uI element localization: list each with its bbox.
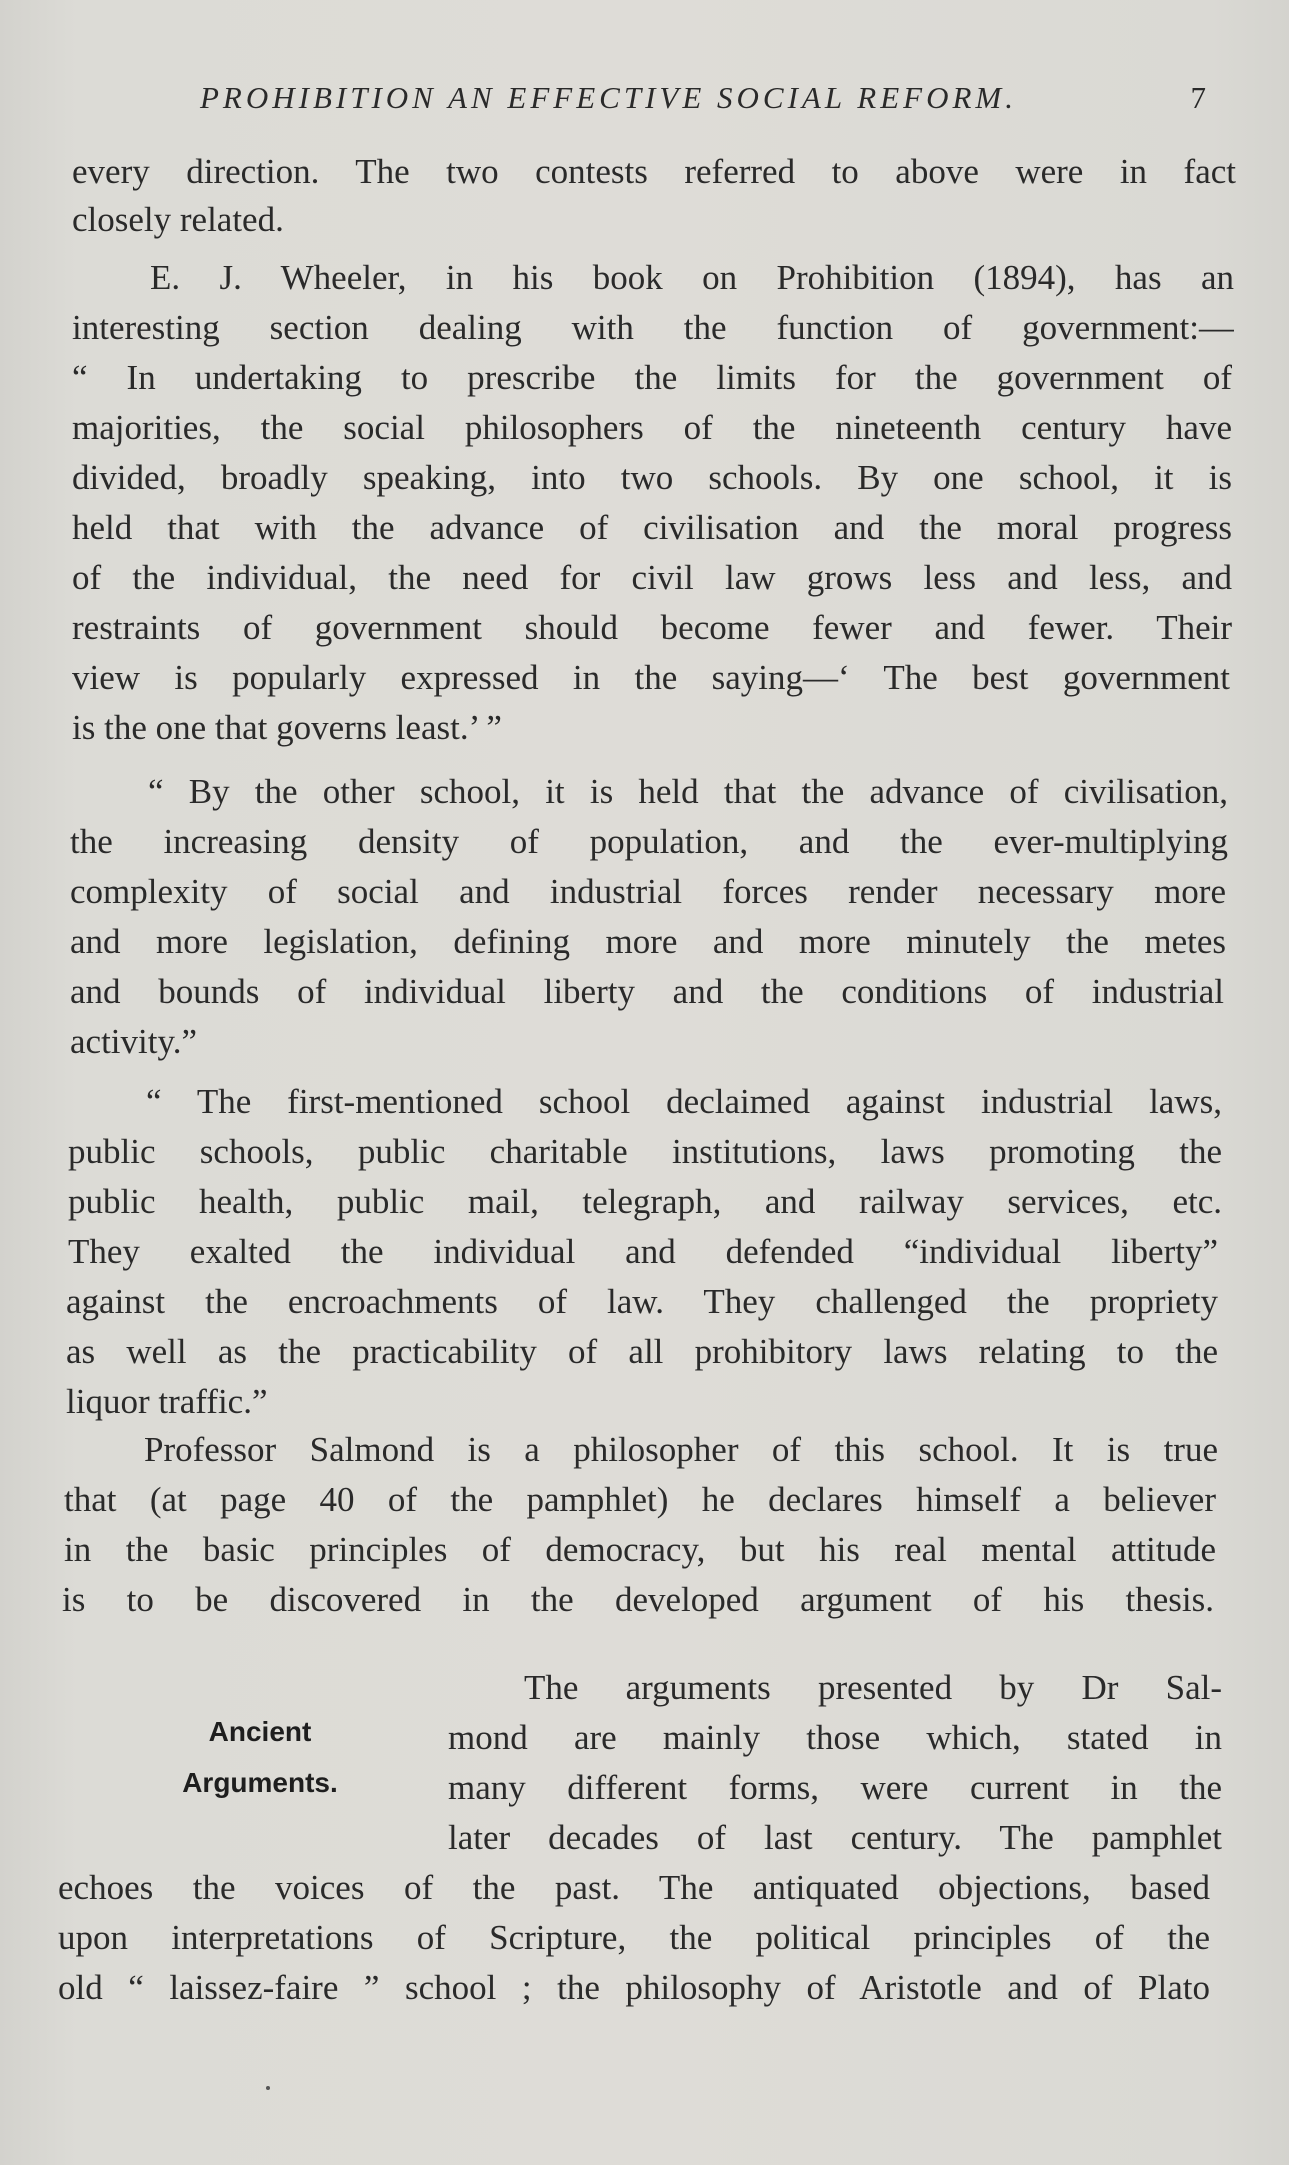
text-line: echoes the voices of the past. The antiquated objections, based — [58, 1868, 1210, 1907]
margin-note — [150, 1706, 370, 1808]
page-number: 7 — [1190, 80, 1210, 115]
page-header — [200, 80, 1210, 130]
text-line: “ The first-mentioned school declaimed against industrial laws, — [146, 1082, 1222, 1121]
text-line: liquor traffic.” — [66, 1382, 268, 1421]
text-line: public health, public mail, telegraph, and railway services, etc. — [68, 1182, 1222, 1221]
text-line: restraints of government should become fewer and fewer. Their — [72, 608, 1232, 647]
text-line: and more legislation, defining more and more minutely the metes — [70, 922, 1226, 961]
text-line: mond are mainly those which, stated in — [448, 1718, 1222, 1757]
text-line: E. J. Wheeler, in his book on Prohibition (1894), has an — [150, 258, 1234, 297]
text-line: as well as the practicability of all prohibitory laws relating to the — [66, 1332, 1218, 1371]
text-line: public schools, public charitable institutions, laws promoting the — [68, 1132, 1222, 1171]
text-line: is the one that governs least.’ ” — [72, 708, 502, 747]
text-line: many different forms, were current in the — [448, 1768, 1222, 1807]
text-line: against the encroachments of law. They challenged the propriety — [66, 1282, 1218, 1321]
text-line: held that with the advance of civilisation and the moral progress — [72, 508, 1232, 547]
text-line: “ By the other school, it is held that the advance of civilisation, — [148, 772, 1228, 811]
text-line: is to be discovered in the developed argument of his thesis. — [62, 1580, 1214, 1619]
text-line: The arguments presented by Dr Sal- — [524, 1668, 1222, 1707]
text-line: upon interpretations of Scripture, the political principles of the — [58, 1918, 1210, 1957]
text-line: activity.” — [70, 1022, 197, 1061]
margin-note-line: Ancient — [208, 1716, 312, 1747]
text-line: and bounds of individual liberty and the conditions of industrial — [70, 972, 1224, 1011]
text-line: the increasing density of population, and the ever-multiplying — [70, 822, 1228, 861]
text-line: that (at page 40 of the pamphlet) he declares himself a believer — [64, 1480, 1216, 1519]
text-line: They exalted the individual and defended “individual liberty” — [68, 1232, 1218, 1271]
ink-speck — [266, 2086, 270, 2090]
text-line: “ In undertaking to prescribe the limits for the government of — [72, 358, 1232, 397]
running-title: PROHIBITION AN EFFECTIVE SOCIAL REFORM. — [200, 80, 1017, 115]
text-line: old “ laissez-faire ” school ; the philosophy of Aristotle and of Plato — [58, 1968, 1210, 2007]
text-line: majorities, the social philosophers of the nineteenth century have — [72, 408, 1232, 447]
text-line: of the individual, the need for civil law grows less and less, and — [72, 558, 1232, 597]
text-line: Professor Salmond is a philosopher of this school. It is true — [144, 1430, 1218, 1469]
text-line: in the basic principles of democracy, but his real mental attitude — [64, 1530, 1216, 1569]
text-line: interesting section dealing with the function of government:— — [72, 308, 1234, 347]
margin-note-line: Arguments. — [182, 1767, 338, 1798]
text-line: every direction. The two contests referred to above were in fact — [72, 152, 1236, 191]
text-line: later decades of last century. The pamphlet — [448, 1818, 1222, 1857]
text-line: closely related. — [72, 200, 284, 239]
text-line: complexity of social and industrial forces render necessary more — [70, 872, 1226, 911]
text-line: view is popularly expressed in the saying—‘ The best government — [72, 658, 1230, 697]
text-line: divided, broadly speaking, into two schools. By one school, it is — [72, 458, 1232, 497]
